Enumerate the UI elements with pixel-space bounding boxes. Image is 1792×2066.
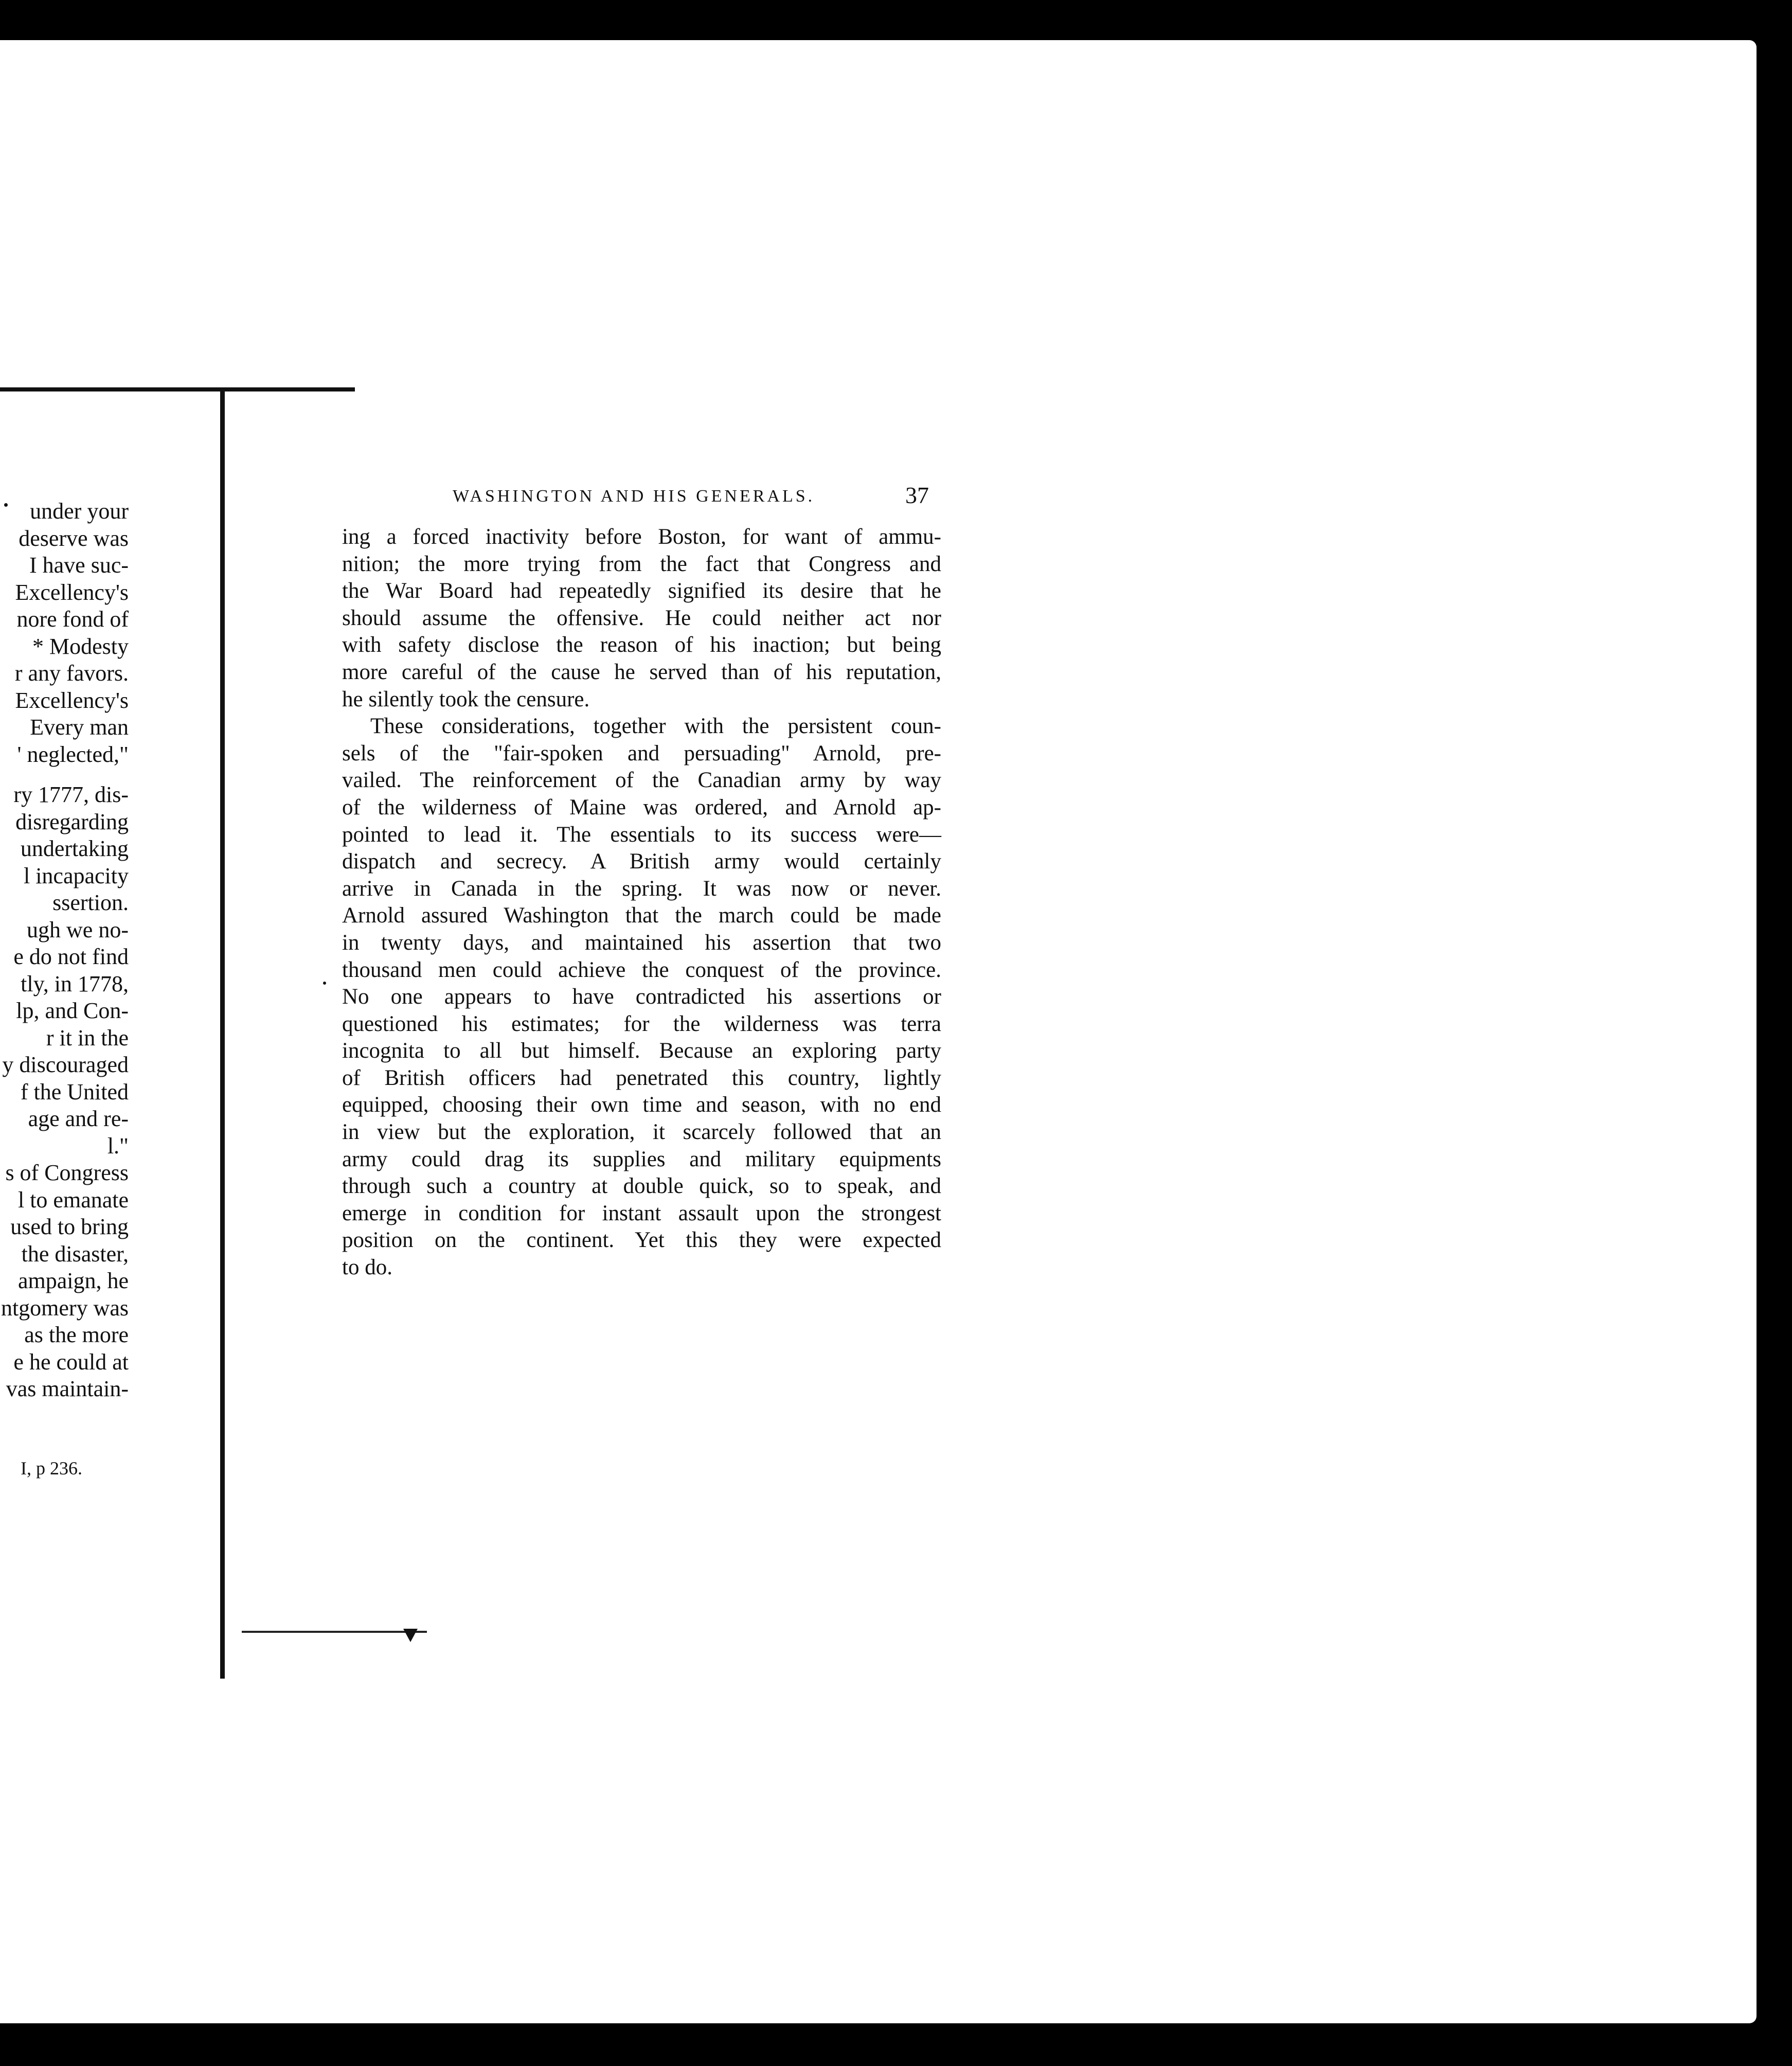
gutter-line — [220, 390, 225, 1679]
text-line: age and re- — [28, 1106, 129, 1131]
text-line: ampaign, he — [17, 1268, 129, 1293]
text-line: These considerations, together with the persistent coun- — [370, 714, 941, 739]
text-line: ntgomery was — [1, 1295, 129, 1321]
text-line: of British officers had penetrated this country, lightly — [342, 1065, 941, 1090]
paragraph-gap — [0, 768, 129, 781]
text-line: incognita to all but himself. Because an exploring party — [342, 1039, 941, 1063]
text-line: in view but the exploration, it scarcely followed that an — [342, 1120, 941, 1145]
text-line: under your — [30, 498, 129, 524]
text-line: should assume the offensive. He could neither act nor — [342, 605, 941, 630]
text-line: used to bring — [10, 1214, 129, 1239]
top-rule — [0, 387, 355, 391]
text-line: thousand men could achieve the conquest of the province. — [342, 957, 941, 982]
left-page-column — [0, 498, 129, 1403]
text-line: l to emanate — [17, 1187, 129, 1213]
text-line: nore fond of — [16, 607, 129, 632]
gutter-mark — [403, 1629, 418, 1642]
text-line: ssertion. — [52, 890, 129, 915]
text-line: e do not find — [13, 944, 129, 969]
text-line: the War Board had repeatedly signified its desire that he — [342, 579, 941, 603]
text-line: vas maintain- — [6, 1376, 129, 1401]
text-line: in twenty days, and maintained his assertion that two — [342, 930, 941, 955]
text-line: through such a country at double quick, so to speak, and — [342, 1174, 941, 1199]
margin-dot — [323, 982, 326, 985]
text-line: disregarding — [15, 809, 129, 834]
scanned-page-sheet — [0, 40, 1757, 2023]
text-line: of the wilderness of Maine was ordered, and Arnold ap- — [342, 795, 941, 820]
text-line: ' neglected," — [17, 741, 129, 767]
text-line: ugh we no- — [27, 917, 129, 942]
text-line: position on the continent. Yet this they were expected — [342, 1228, 941, 1253]
text-line: Excellency's — [15, 579, 129, 605]
text-line: * Modesty — [32, 633, 129, 659]
text-line: dispatch and secrecy. A British army would certainly — [342, 849, 941, 874]
text-line: f the United — [20, 1079, 129, 1105]
text-line: to do. — [342, 1255, 392, 1280]
text-line: r it in the — [46, 1025, 129, 1050]
left-page-footnote: I, p 236. — [21, 1458, 82, 1479]
page-number: 37 — [905, 482, 929, 508]
text-line: vailed. The reinforcement of the Canadian army by way — [342, 768, 941, 793]
text-line: undertaking — [20, 836, 129, 861]
text-line: e he could at — [13, 1349, 129, 1375]
text-line: the disaster, — [21, 1241, 129, 1267]
right-page-body — [342, 524, 941, 1281]
running-head: WASHINGTON AND HIS GENERALS. — [453, 487, 815, 506]
text-line: arrive in Canada in the spring. It was now or never. — [342, 876, 941, 901]
text-line: Excellency's — [15, 687, 129, 713]
text-line: lp, and Con- — [16, 998, 129, 1023]
text-line: pointed to lead it. The essentials to its success were— — [342, 822, 941, 847]
text-line: emerge in condition for instant assault upon the strongest — [342, 1201, 941, 1225]
paragraph — [342, 524, 941, 713]
text-line: sels of the "fair-spoken and persuading" Arnold, pre- — [342, 741, 941, 765]
text-line: l incapacity — [23, 863, 129, 888]
text-line: deserve was — [19, 525, 129, 551]
text-line: r any favors. — [14, 661, 129, 686]
text-line: nition; the more trying from the fact that Congress and — [342, 551, 941, 576]
text-line: army could drag its supplies and military equipments — [342, 1147, 941, 1171]
text-line: s of Congress — [5, 1160, 129, 1185]
text-line: tly, in 1778, — [21, 971, 129, 996]
text-line: l." — [107, 1133, 129, 1159]
text-line: y discouraged — [2, 1052, 129, 1077]
bottom-rule — [242, 1631, 427, 1633]
text-line: No one appears to have contradicted his assertions or — [342, 985, 941, 1009]
text-line: more careful of the cause he served than of his reputation, — [342, 660, 941, 684]
text-line: as the more — [24, 1322, 129, 1347]
text-line: he silently took the censure. — [342, 687, 590, 711]
text-line: Arnold assured Washington that the march could be made — [342, 903, 941, 928]
text-line: equipped, choosing their own time and season, with no end — [342, 1093, 941, 1117]
text-line: ing a forced inactivity before Boston, for want of ammu- — [342, 525, 941, 549]
text-line: Every man — [30, 715, 129, 740]
text-line: questioned his estimates; for the wilderness was terra — [342, 1011, 941, 1036]
text-line: with safety disclose the reason of his inaction; but being — [342, 633, 941, 657]
paragraph — [342, 713, 941, 1281]
text-line: ry 1777, dis- — [13, 782, 129, 807]
text-line: I have suc- — [29, 553, 129, 578]
